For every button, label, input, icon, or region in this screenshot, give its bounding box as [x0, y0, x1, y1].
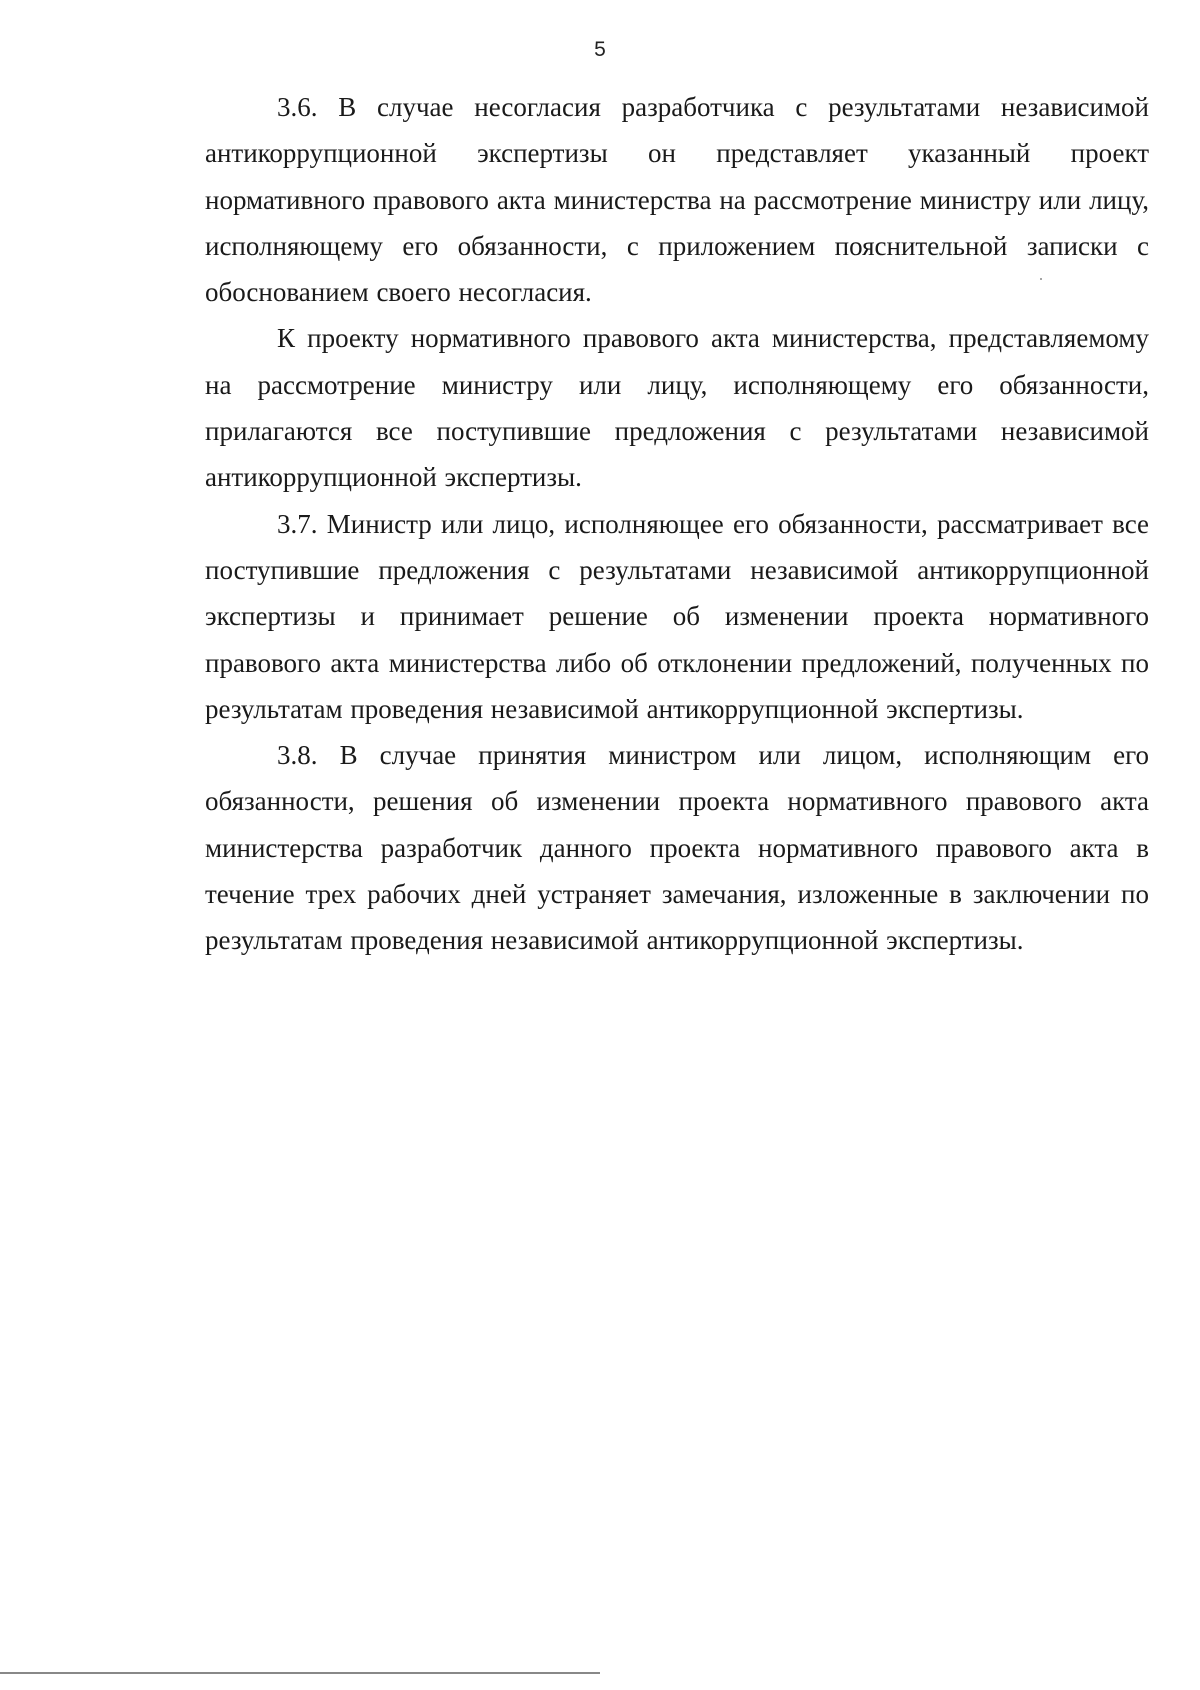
scan-speck	[1040, 278, 1042, 280]
paragraph-3-8: 3.8. В случае принятия министром или лицом, исполняющим его обязанности, решения об изменении проекта нормативного правового акта министерства разработчик данного проекта нормативного правового акта в течение трех рабочих дней устраняет замечания, изложенные в заключении по результатам проведения независимой антикоррупционной экспертизы.	[205, 740, 1149, 956]
page-number: 5	[594, 38, 606, 61]
scan-edge-line	[0, 1672, 600, 1674]
paragraph-3-6: 3.6. В случае несогласия разработчика с результатами независимой антикоррупционной экспертизы он представляет указанный проект нормативного правового акта министерства на рассмотрение министру или лицу, исполняющему его обязанности, с приложением пояснительной записки с обоснованием своего несогласия.	[205, 92, 1149, 308]
paragraph-3-7: 3.7. Министр или лицо, исполняющее его обязанности, рассматривает все поступившие предложения с результатами независимой антикоррупционной экспертизы и принимает решение об изменении проекта нормативного правового акта министерства либо об отклонении предложений, полученных по результатам проведения независимой антикоррупционной экспертизы.	[205, 508, 1149, 724]
paragraph-3-6-continuation: К проекту нормативного правового акта министерства, представляемому на рассмотрение министру или лицу, исполняющему его обязанности, прилагаются все поступившие предложения с результатами независимой антикоррупционной экспертизы.	[205, 323, 1149, 493]
document-body	[205, 84, 1149, 964]
